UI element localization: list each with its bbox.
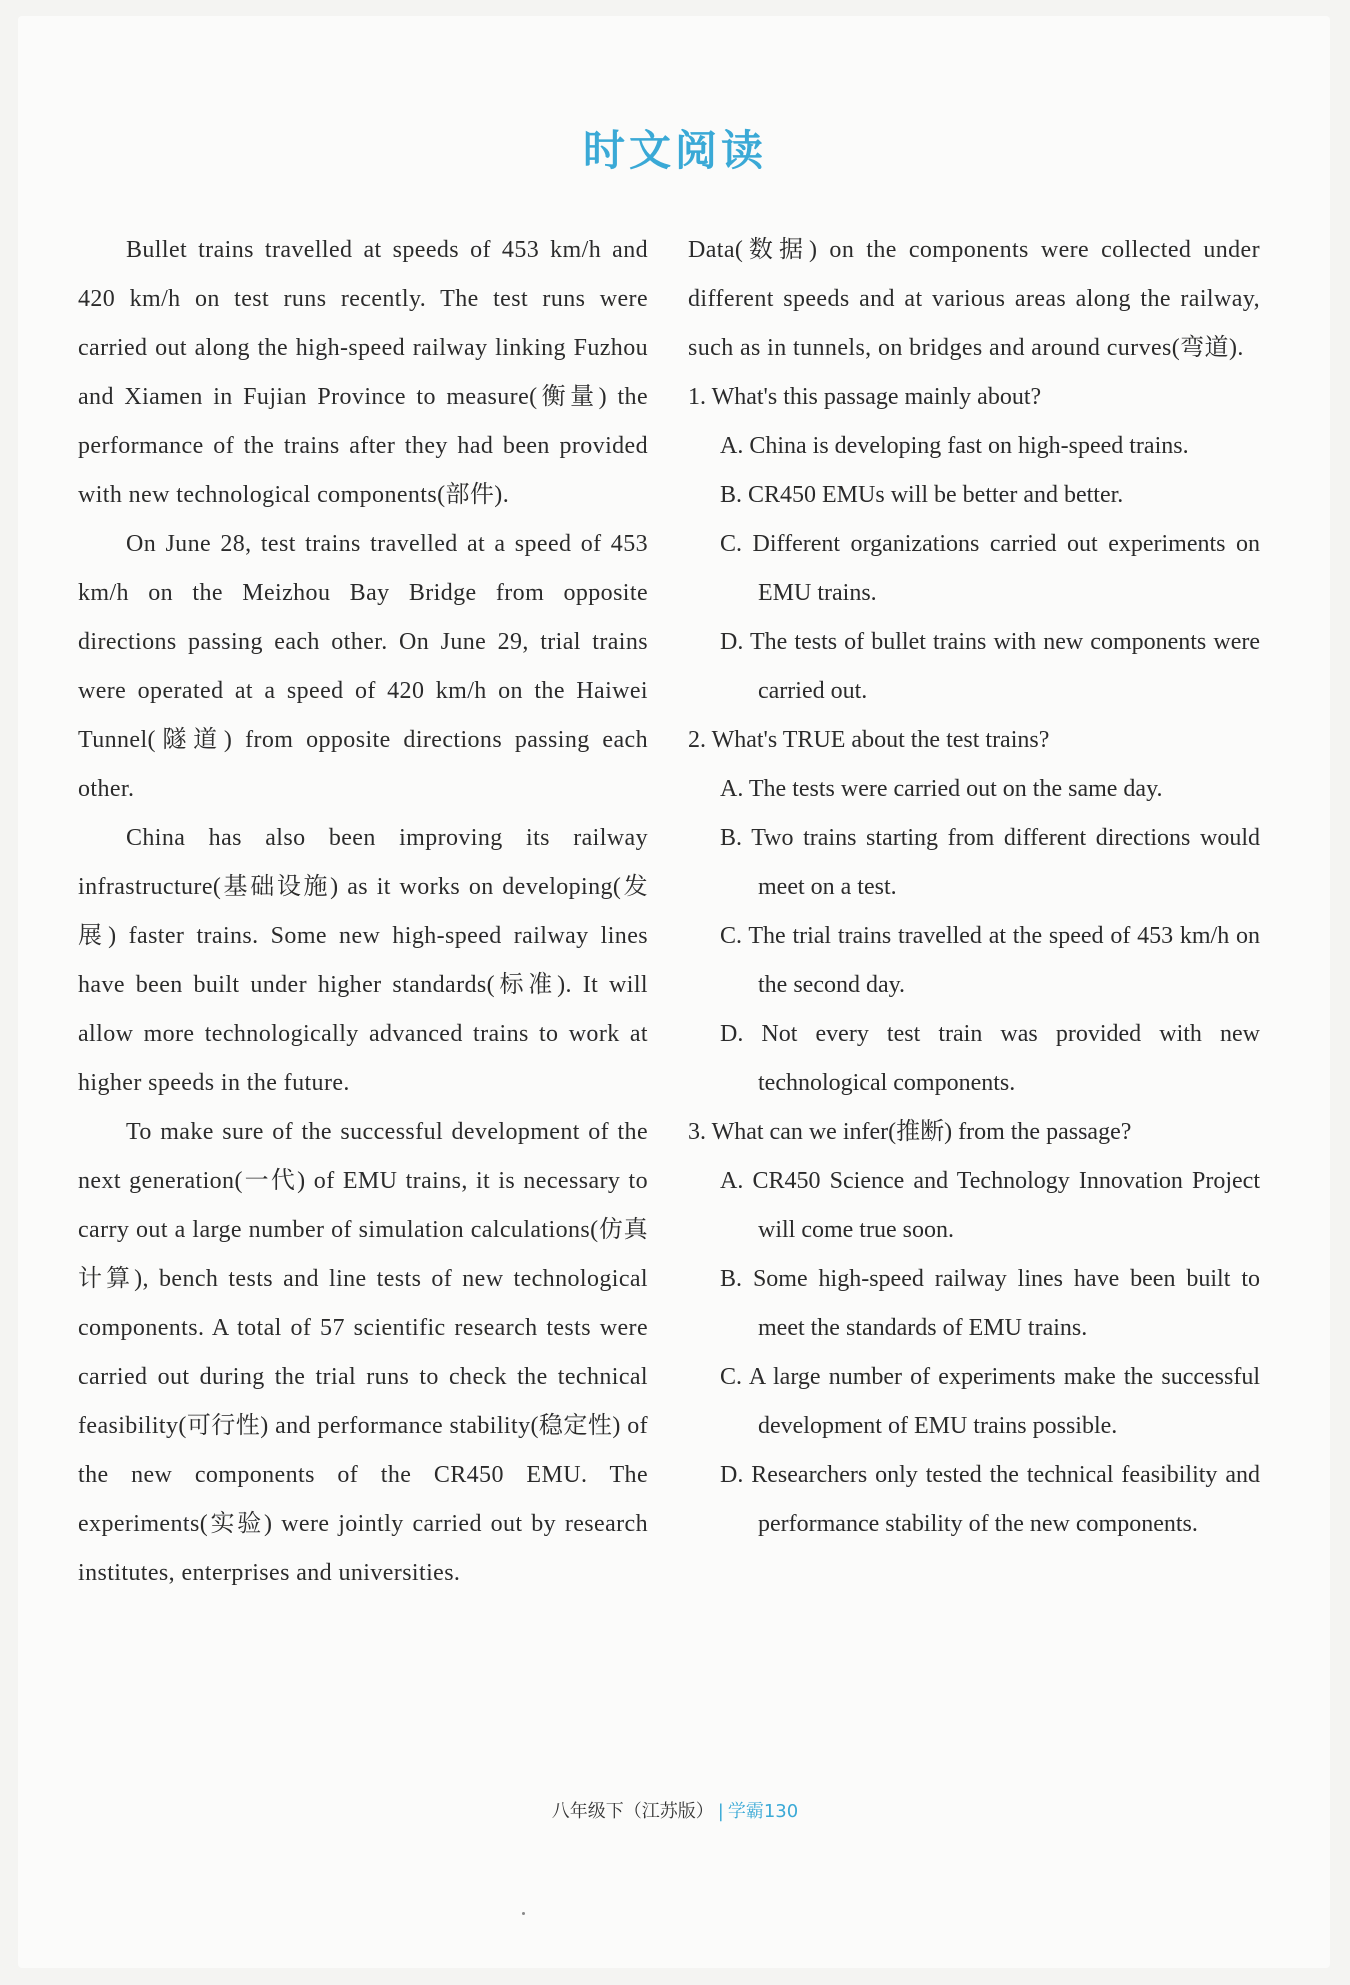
question-option: C. A large number of experiments make the successful development of EMU trains possible. <box>720 1364 1260 1439</box>
question-1 <box>688 373 1260 716</box>
question-option: D. The tests of bullet trains with new components were carried out. <box>720 629 1260 704</box>
passage-paragraph-1: Bullet trains travelled at speeds of 453 km/h and 420 km/h on test runs recently. The test runs were carried out along the high-speed railway linking Fuzhou and Xiamen in Fujian Province to measure(衡量) the performance of the trains after they had been provided with new technological components(部件). <box>78 237 648 508</box>
page-footer <box>0 1797 1350 1823</box>
question-option: B. Two trains starting from different directions would meet on a test. <box>720 825 1260 900</box>
question-option: D. Not every test train was provided with new technological components. <box>720 1021 1260 1096</box>
questions-column <box>688 226 1260 1549</box>
question-stem: 1. What's this passage mainly about? <box>688 384 1042 410</box>
passage-continued: Data(数据) on the components were collected under different speeds and at various areas along the railway, such as in tunnels, on bridges and around curves(弯道). <box>688 237 1260 361</box>
question-stem: 3. What can we infer(推断) from the passage? <box>688 1119 1132 1145</box>
question-option: B. Some high-speed railway lines have been built to meet the standards of EMU trains. <box>720 1266 1260 1341</box>
footer-brand: 学霸 <box>727 1801 764 1822</box>
footer-page-number: 130 <box>763 1801 799 1822</box>
question-stem: 2. What's TRUE about the test trains? <box>688 727 1050 753</box>
page-mark <box>522 1912 525 1915</box>
footer-grade: 八年级下（江苏版） <box>551 1801 714 1822</box>
passage-paragraph-3: China has also been improving its railway infrastructure(基础设施) as it works on developing(发展) faster trains. Some new high-speed railway lines have been built under higher standards(标准). It will allow more technologically advanced trains to work at higher speeds in the future. <box>78 825 648 1096</box>
page-title: 时文阅读 <box>582 126 767 175</box>
question-option: A. CR450 Science and Technology Innovation Project will come true soon. <box>720 1168 1260 1243</box>
question-option: A. China is developing fast on high-speed trains. <box>720 433 1189 459</box>
passage-paragraph-4: To make sure of the successful development of the next generation(一代) of EMU trains, it is necessary to carry out a large number of simulation calculations(仿真计算), bench tests and line tests of new technological components. A total of 57 scientific research tests were carried out during the trial runs to check the technical feasibility(可行性) and performance stability(稳定性) of the new components of the CR450 EMU. The experiments(实验) were jointly carried out by research institutes, enterprises and universities. <box>78 1119 648 1586</box>
question-3 <box>688 1108 1260 1549</box>
passage-column <box>78 226 648 1598</box>
question-2 <box>688 716 1260 1108</box>
question-option: A. The tests were carried out on the same day. <box>720 776 1163 802</box>
question-option: C. Different organizations carried out experiments on EMU trains. <box>720 531 1260 606</box>
footer-divider: | <box>717 1801 724 1822</box>
passage-paragraph-2: On June 28, test trains travelled at a speed of 453 km/h on the Meizhou Bay Bridge from opposite directions passing each other. On June 29, trial trains were operated at a speed of 420 km/h on the Haiwei Tunnel(隧道) from opposite directions passing each other. <box>78 531 648 802</box>
question-option: D. Researchers only tested the technical feasibility and performance stability of the new components. <box>720 1462 1260 1537</box>
question-option: B. CR450 EMUs will be better and better. <box>720 482 1124 508</box>
question-option: C. The trial trains travelled at the speed of 453 km/h on the second day. <box>720 923 1260 998</box>
